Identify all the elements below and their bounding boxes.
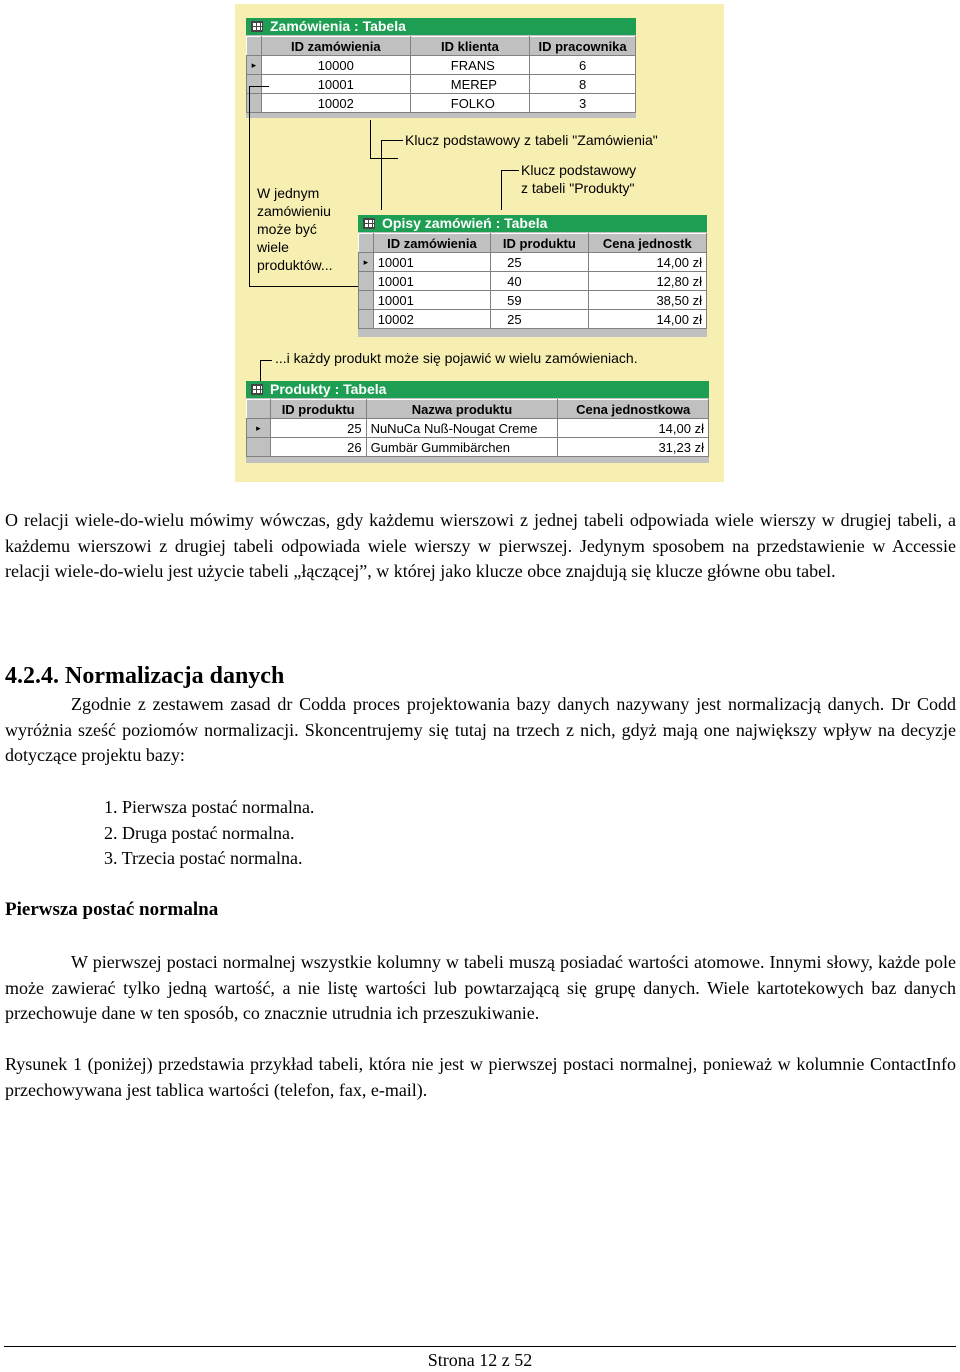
row-selector-header [247, 37, 262, 56]
table-cell[interactable]: FRANS [410, 56, 529, 75]
row-selector-header [247, 400, 271, 419]
table-cell[interactable]: 38,50 zł [588, 291, 706, 310]
connector-line [381, 140, 382, 210]
connector-line [249, 86, 269, 87]
row-selector[interactable] [359, 272, 374, 291]
connector-line [370, 120, 371, 158]
column-header[interactable]: ID produktu [491, 234, 589, 253]
products-table-window [246, 381, 709, 463]
table-cell[interactable]: 10002 [261, 94, 410, 113]
table-cell[interactable]: 6 [530, 56, 636, 75]
table-cell[interactable]: 3 [530, 94, 636, 113]
table-cell[interactable]: 10002 [373, 310, 490, 329]
table-row[interactable] [247, 94, 636, 113]
one-order-note: W jednym zamówieniu może być wiele produktów... [257, 185, 333, 273]
products-grid [246, 399, 709, 457]
current-row-marker-icon[interactable]: ▸ [247, 419, 271, 438]
table-row[interactable] [359, 272, 707, 291]
table-cell[interactable]: 40 [491, 272, 589, 291]
each-product-note: ...i każdy produkt może się pojawić w wielu zamówieniach. [275, 350, 638, 366]
current-row-marker-icon[interactable]: ▸ [247, 56, 262, 75]
table-icon [251, 21, 263, 32]
products-table-title: Produkty : Tabela [246, 381, 709, 398]
connector-line [260, 360, 272, 361]
table-cell[interactable]: 10000 [261, 56, 410, 75]
subsection-body-1: W pierwszej postaci normalnej wszystkie kolumny w tabeli muszą posiadać wartości atomowe. Innymi słowy, każde pole może zawierać tylko jedną wartość, a nie listę wartości lub powtarzającą się grupę danych. Wiele kartotekowych baz danych przechowuje dane w ten sposób, co znacznie utrudnia ich przeszukiwanie. [5, 952, 956, 1023]
table-icon [363, 218, 375, 229]
list-item: 1. Pierwsza postać normalna. [104, 797, 315, 817]
table-cell[interactable]: 14,00 zł [558, 419, 709, 438]
table-row[interactable] [247, 56, 636, 75]
row-selector-header [359, 234, 374, 253]
connector-line [381, 140, 403, 141]
pk-products-note: Klucz podstawowy z tabeli "Produkty" [521, 162, 637, 196]
column-header[interactable]: ID pracownika [530, 37, 636, 56]
row-selector[interactable] [247, 438, 271, 457]
table-cell[interactable]: 25 [270, 419, 366, 438]
table-cell[interactable]: 25 [491, 310, 589, 329]
current-row-marker-icon[interactable]: ▸ [359, 253, 374, 272]
table-row[interactable] [359, 310, 707, 329]
intro-paragraph: O relacji wiele-do-wielu mówimy wówczas, gdy każdemu wierszowi z jednej tabeli odpowiada wiele wierszy w drugiej tabeli, a każdemu wierszowi z drugiej tabeli odpowiada wiele wierszy w pierwszej. Jedynym sposobem na przedstawienie w Accessie relacji wiele-do-wielu jest użycie tabeli „łączącej”, w której jako klucze obce znajdują się klucze główne obu tabel. [5, 510, 956, 581]
page-number-footer: Strona 12 z 52 [427, 1350, 533, 1370]
table-row[interactable] [359, 291, 707, 310]
table-cell[interactable]: 8 [530, 75, 636, 94]
column-header[interactable]: ID zamówienia [261, 37, 410, 56]
table-cell[interactable]: 14,00 zł [588, 253, 706, 272]
table-row[interactable] [247, 75, 636, 94]
table-cell[interactable]: NuNuCa Nuß-Nougat Creme [366, 419, 558, 438]
details-table-window [358, 215, 707, 337]
row-selector[interactable] [359, 291, 374, 310]
table-cell[interactable]: MEREP [410, 75, 529, 94]
footer-divider [4, 1346, 956, 1347]
column-header[interactable]: Cena jednostk [588, 234, 706, 253]
figure-relationship-diagram [235, 4, 724, 482]
table-cell[interactable]: 10001 [373, 253, 490, 272]
table-row[interactable] [247, 438, 709, 457]
list-item: 3. Trzecia postać normalna. [104, 848, 303, 868]
connector-line [249, 86, 250, 286]
list-item: 2. Druga postać normalna. [104, 823, 295, 843]
connector-line [501, 170, 502, 210]
table-cell[interactable]: 10001 [373, 272, 490, 291]
connector-line [501, 170, 519, 171]
connector-line [370, 158, 398, 159]
table-row[interactable] [359, 253, 707, 272]
table-cell[interactable]: 31,23 zł [558, 438, 709, 457]
orders-table-title: Zamówienia : Tabela [246, 18, 636, 35]
column-header[interactable]: Cena jednostkowa [558, 400, 709, 419]
section-heading: 4.2.4. Normalizacja danych [5, 663, 285, 689]
table-cell[interactable]: Gumbär Gummibärchen [366, 438, 558, 457]
column-header[interactable]: ID klienta [410, 37, 529, 56]
table-cell[interactable]: 10001 [373, 291, 490, 310]
row-selector[interactable] [359, 310, 374, 329]
subsection-body-2: Rysunek 1 (poniżej) przedstawia przykład tabeli, która nie jest w pierwszej postaci normalnej, ponieważ w kolumnie ContactInfo przechowywana jest tablica wartości (telefon, fax, e-mail). [5, 1054, 956, 1100]
table-cell[interactable]: 12,80 zł [588, 272, 706, 291]
table-cell[interactable]: 26 [270, 438, 366, 457]
pk-orders-note: Klucz podstawowy z tabeli "Zamówienia" [405, 132, 658, 148]
section-body: Zgodnie z zestawem zasad dr Codda proces projektowania bazy danych nazywany jest normalizacją danych. Dr Codd wyróżnia sześć poziomów normalizacji. Skoncentrujemy się tutaj na trzech z nich, gdyż mają one największy wpływ na decyzje dotyczące projektu bazy: [5, 694, 956, 765]
column-header[interactable]: ID zamówienia [373, 234, 490, 253]
table-cell[interactable]: 25 [491, 253, 589, 272]
subsection-heading: Pierwsza postać normalna [5, 899, 219, 920]
table-cell[interactable]: 14,00 zł [588, 310, 706, 329]
details-grid [358, 233, 707, 329]
column-header[interactable]: ID produktu [270, 400, 366, 419]
table-cell[interactable]: 10001 [261, 75, 410, 94]
details-table-title: Opisy zamówień : Tabela [358, 215, 707, 232]
table-icon [251, 384, 263, 395]
table-row[interactable] [247, 419, 709, 438]
orders-grid [246, 36, 636, 113]
table-cell[interactable]: FOLKO [410, 94, 529, 113]
column-header[interactable]: Nazwa produktu [366, 400, 558, 419]
table-cell[interactable]: 59 [491, 291, 589, 310]
orders-table-window [246, 18, 636, 118]
